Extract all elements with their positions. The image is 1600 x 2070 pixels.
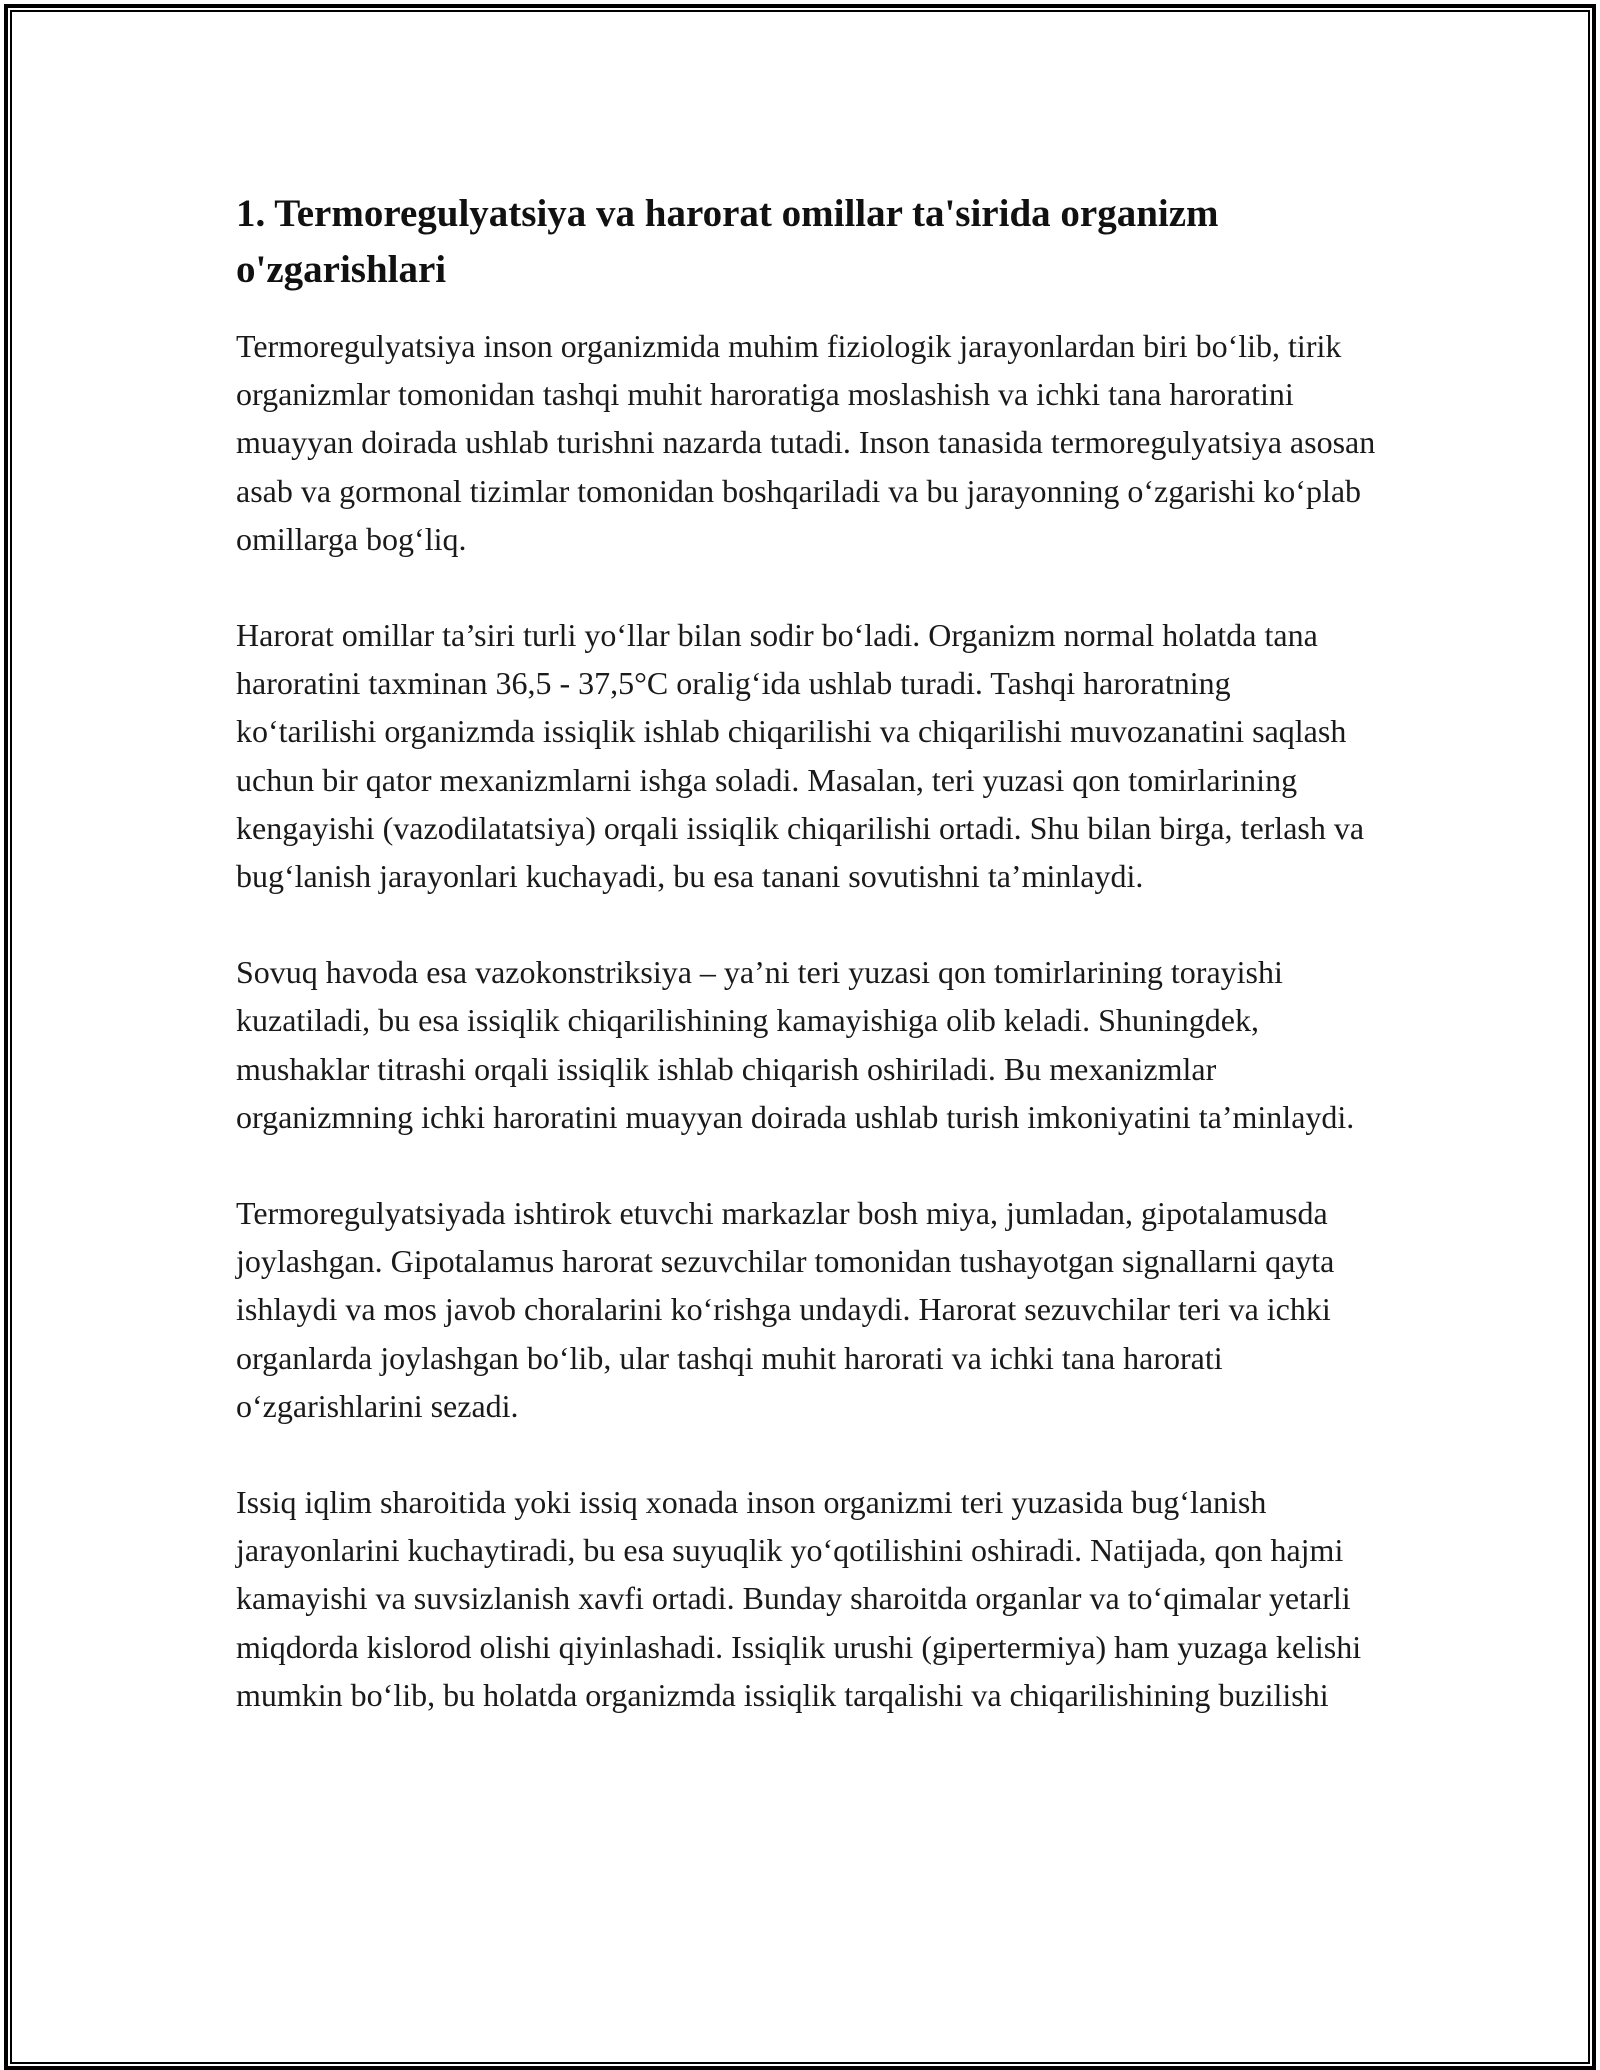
paragraph-5: Issiq iqlim sharoitida yoki issiq xonada inson organizmi teri yuzasida bug‘lanish jarayonlarini kuchaytiradi, bu esa suyuqlik yo‘qotilishini oshiradi. Natijada, qon hajmi kamayishi va suvsizlanish xavfi ortadi. Bunday sharoitda organlar va to‘qimalar yetarli miqdorda kislorod olishi qiyinlashadi. Issiqlik urushi (gipertermiya) ham yuzaga kelishi mumkin bo‘lib, bu holatda organizmda issiqlik tarqalishi va chiqarilishining buzilishi: [236, 1484, 1362, 1713]
paragraph-2: Harorat omillar ta’siri turli yo‘llar bilan sodir bo‘ladi. Organizm normal holatda tana haroratini taxminan 36,5 - 37,5°C oralig‘ida ushlab turadi. Tashqi haroratning ko‘tarilishi organizmda issiqlik ishlab chiqarilishi va chiqarilishi muvozanatini saqlash uchun bir qator mexanizmlarni ishga soladi. Masalan, teri yuzasi qon tomirlarining kengayishi (vazodilatatsiya) orqali issiqlik chiqarilishi ortadi. Shu bilan birga, terlash va bug‘lanish jarayonlari kuchayadi, bu esa tanani sovutishni ta’minlaydi.: [236, 617, 1365, 895]
paragraph-3: Sovuq havoda esa vazokonstriksiya – ya’ni teri yuzasi qon tomirlarining torayishi kuzatiladi, bu esa issiqlik chiqarilishining kamayishiga olib keladi. Shuningdek, mushaklar titrashi orqali issiqlik ishlab chiqarish oshiriladi. Bu mexanizmlar organizmning ichki haroratini muayyan doirada ushlab turish imkoniyatini ta’minlaydi.: [236, 954, 1355, 1135]
document-body: [236, 186, 1376, 1767]
paragraph-4: Termoregulyatsiyada ishtirok etuvchi markazlar bosh miya, jumladan, gipotalamusda joylashgan. Gipotalamus harorat sezuvchilar tomonidan tushayotgan signallarni qayta ishlaydi va mos javob choralarini ko‘rishga undaydi. Harorat sezuvchilar teri va ichki organlarda joylashgan bo‘lib, ular tashqi muhit harorati va ichki tana harorati o‘zgarishlarini sezadi.: [236, 1195, 1335, 1424]
paragraph-1: Termoregulyatsiya inson organizmida muhim fiziologik jarayonlardan biri bo‘lib, tirik organizmlar tomonidan tashqi muhit haroratiga moslashish va ichki tana haroratini muayyan doirada ushlab turishni nazarda tutadi. Inson tanasida termoregulyatsiya asosan asab va gormonal tizimlar tomonidan boshqariladi va bu jarayonning o‘zgarishi ko‘plab omillarga bog‘liq.: [236, 328, 1376, 557]
section-title: 1. Termoregulyatsiya va harorat omillar ta'sirida organizm o'zgarishlari: [236, 192, 1219, 291]
